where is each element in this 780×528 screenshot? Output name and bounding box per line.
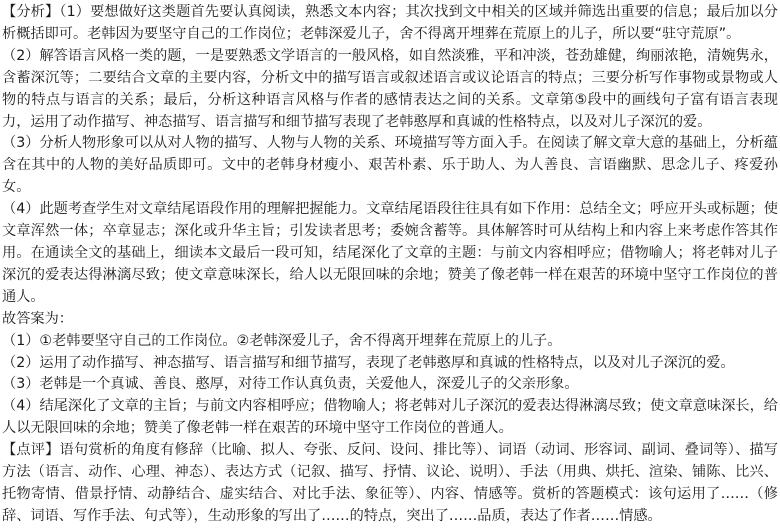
answer-2: （2）运用了动作描写、神态描写、语言描写和细节描写，表现了老韩憨厚和真诚的性格特点，以及对儿子深沉的爱。 xyxy=(2,354,735,371)
analysis-part-4: （4）此题考查学生对文章结尾语段作用的理解把握能力。文章结尾语段往往具有如下作用：总结全文；呼应开头或标题；使文章浑然一体；卒章显志；深化或升华主旨；引发读者思考；委婉含蓄等。具体解答时可从结构上和内容上来考虑作答其作用。在通读全文的基础上，细读本文最后一段可知，结尾深化了文章的主题：与前文内容相呼应；借物喻人；将老韩对儿子深沉的爱表达得淋漓尽致；使文章意味深长，给人以无限回味的余地；赞美了像老韩一样在艰苦的环境中坚守工作岗位的普通人。 xyxy=(2,201,778,305)
answers-heading: 故答案为： xyxy=(2,310,73,327)
answer-1: （1）①老韩要坚守自己的工作岗位。②老韩深爱儿子，舍不得离开埋葬在荒原上的儿子。 xyxy=(2,332,562,349)
analysis-part-3: （3）分析人物形象可以从对人物的描写、人物与人物的关系、环境描写等方面入手。在阅读了解文章大意的基础上，分析蕴含在其中的人物的美好品质即可。文中的老韩身材瘦小、艰苦朴素、乐于助人、为人善良、言语幽默、思念儿子、疼爱孙女。 xyxy=(2,135,778,196)
analysis-part-1: 【分析】（1）要想做好这类题首先要认真阅读，熟悉文本内容；其次找到文中相关的区域并筛选出重要的信息；最后加以分析概括即可。老韩因为要坚守自己的工作岗位；老韩深爱儿子，舍不得离开埋葬在荒原上的儿子，所以要“驻守荒原”。 xyxy=(2,4,778,42)
answer-3: （3）老韩是一个真诚、善良、憨厚，对待工作认真负责，关爱他人，深爱儿子的父亲形象。 xyxy=(2,376,579,393)
analysis-part-2: （2）解答语言风格一类的题，一是要熟悉文学语言的一般风格，如自然淡雅，平和冲淡，苍劲雄健，绚丽浓艳，清婉隽永，含蓄深沉等；二要结合文章的主要内容，分析文中的描写语言或叙述语言或议论语言的特点；三要分析写作事物或景物或人物的特点与语言的关系；最后，分析这种语言风格与作者的感情表达之间的关系。文章第⑤段中的画线句子富有语言表现力，运用了动作描写、神态描写、语言描写和细节描写表现了老韩憨厚和真诚的性格特点，以及对儿子深沉的爱。 xyxy=(2,47,778,130)
comment-paragraph: 【点评】语句赏析的角度有修辞（比喻、拟人、夸张、反问、设问、排比等）、词语（动词、形容词、副词、叠词等）、描写方法（语言、动作、心理、神态）、表达方式（记叙、描写、抒情、议论、说明）、手法（用典、烘托、渲染、铺陈、比兴、托物寄情、借景抒情、动静结合、虚实结合、对比手法、象征等）、内容、情感等。赏析的答题模式：该句运用了……（修辞、词语、写作手法、句式等），生动形象的写出了……的特点，突出了……品质，表达了作者……情感。 xyxy=(2,442,778,524)
answer-4: （4）结尾深化了文章的主旨；与前文内容相呼应；借物喻人；将老韩对儿子深沉的爱表达得淋漓尽致；使文章意味深长，给人以无限回味的余地；赞美了像老韩一样在艰苦的环境中坚守工作岗位的普通人。 xyxy=(2,398,778,437)
solution-document xyxy=(2,2,778,528)
